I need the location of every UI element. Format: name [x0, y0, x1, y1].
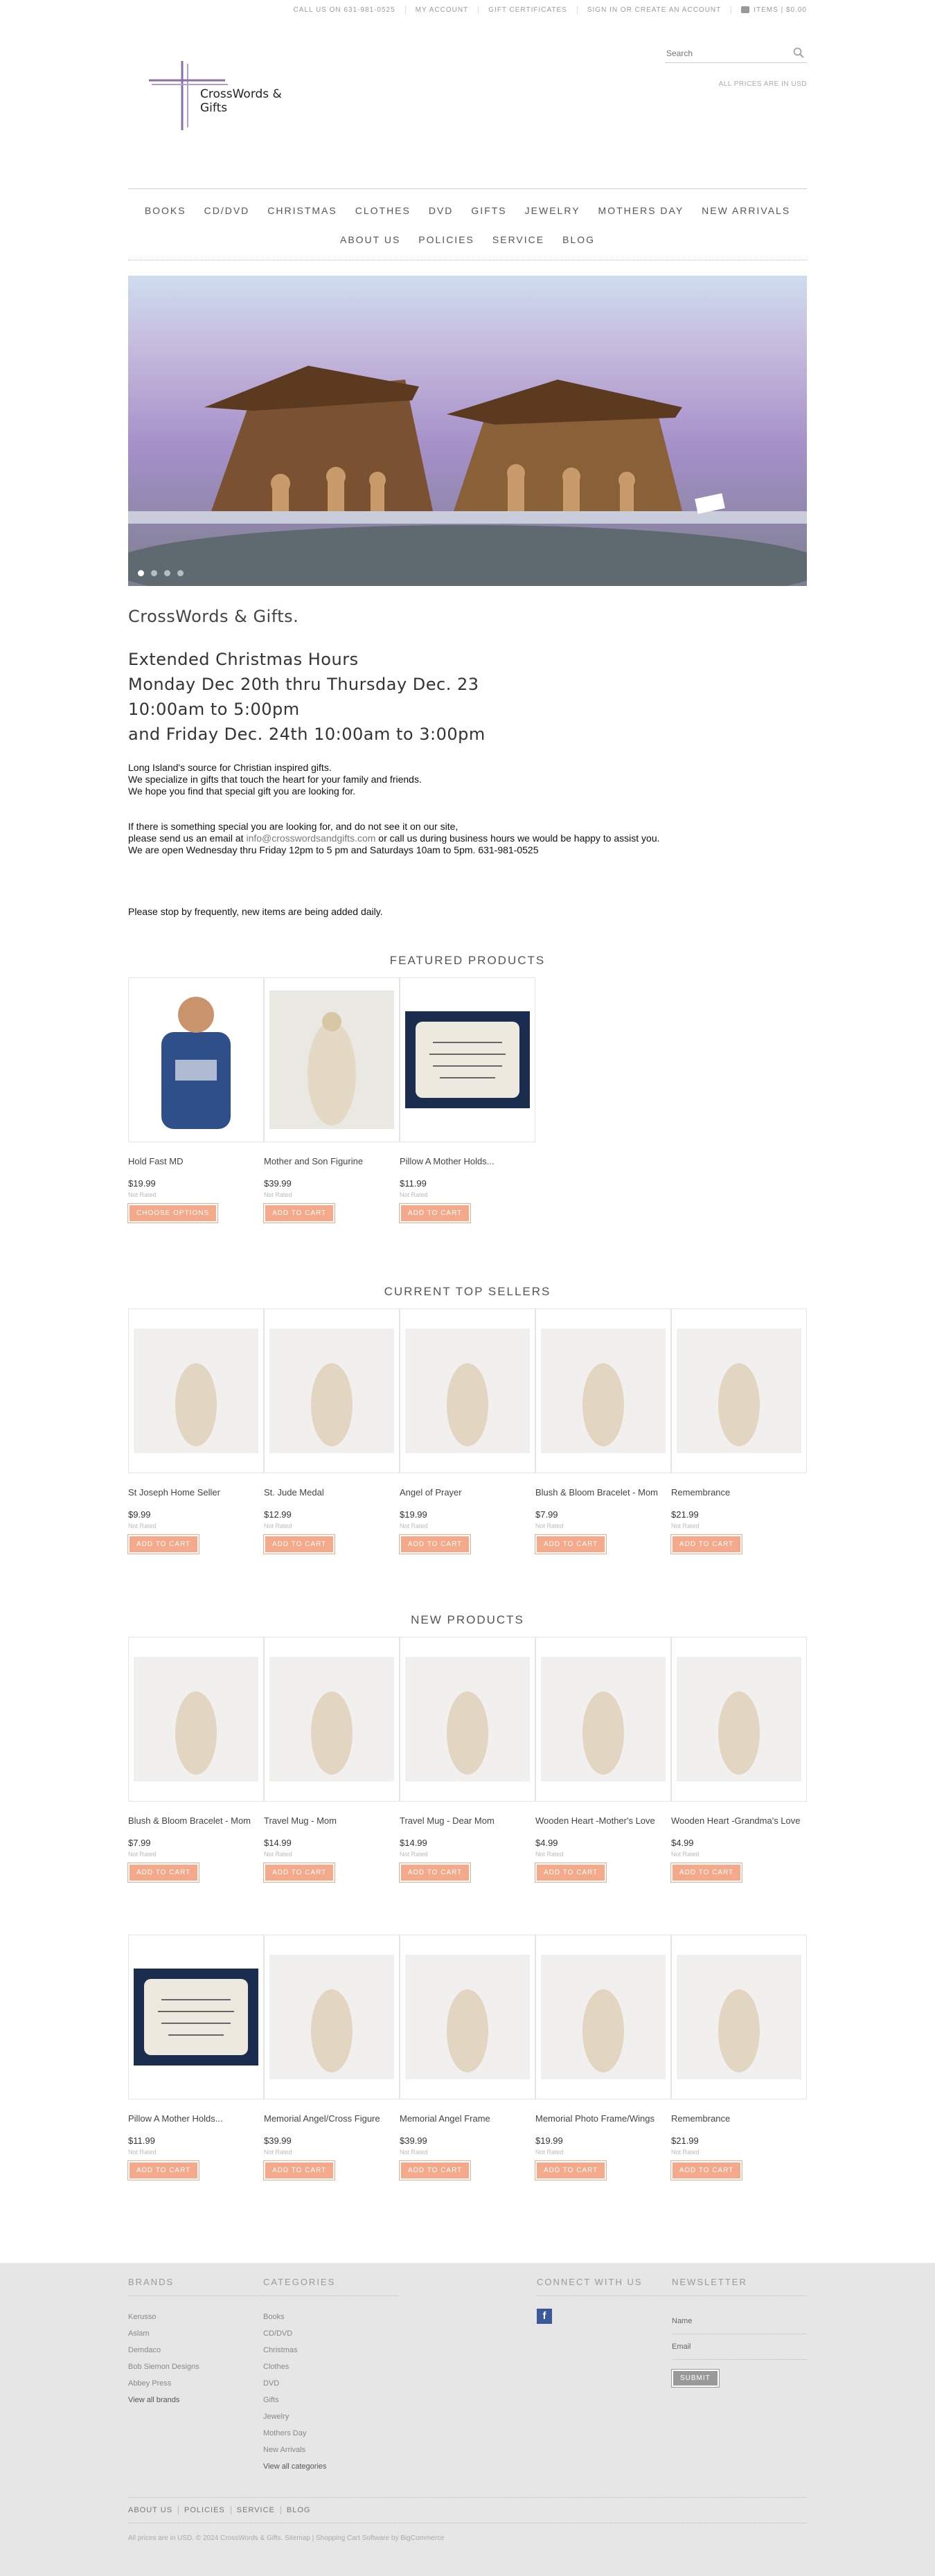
footer-link[interactable]: Gifts: [263, 2396, 279, 2404]
call-us-text: CALL US ON 631-981-0525: [284, 6, 406, 14]
view-all-brands-link[interactable]: View all brands: [128, 2396, 180, 2404]
add-to-cart-button[interactable]: ADD TO CART: [535, 1863, 606, 1882]
product-price: $4.99: [671, 1838, 694, 1848]
product-name[interactable]: St. Jude Medal: [264, 1487, 324, 1498]
product-card: [400, 1935, 535, 2180]
product-card: [535, 1935, 671, 2180]
product-rating: Not Rated: [128, 1191, 157, 1198]
stop-by-text: Please stop by frequently, new items are being added daily.: [128, 906, 383, 917]
product-rating: Not Rated: [264, 1191, 292, 1198]
main-navigation: [128, 188, 807, 260]
sign-in-link[interactable]: SIGN IN OR CREATE AN ACCOUNT: [578, 6, 731, 14]
footer-link[interactable]: New Arrivals: [263, 2446, 306, 2454]
product-rating: Not Rated: [128, 1851, 157, 1858]
footer-link[interactable]: Bob Siemon Designs: [128, 2363, 199, 2371]
footer-connect: [537, 2277, 672, 2475]
product-name[interactable]: Pillow A Mother Holds...: [400, 1156, 495, 1166]
cart-summary: ITEMS | $0.00: [754, 6, 807, 14]
slide-dot-4[interactable]: [177, 570, 184, 576]
nav-row-secondary: [128, 225, 807, 254]
footer-link[interactable]: Christmas: [263, 2346, 298, 2354]
product-name[interactable]: Hold Fast MD: [128, 1156, 184, 1166]
slide-dot-3[interactable]: [164, 570, 170, 576]
logo-text: CrossWords & Gifts: [200, 87, 282, 115]
hours-line: Monday Dec 20th thru Thursday Dec. 23: [128, 675, 479, 694]
contact-paragraph: [128, 821, 807, 856]
slideshow-dots: [138, 570, 184, 576]
product-card: [264, 1935, 400, 2180]
gift-certificates-link[interactable]: GIFT CERTIFICATES: [479, 6, 578, 14]
footer-bottom-link[interactable]: ABOUT US: [128, 2506, 179, 2514]
product-price: $39.99: [264, 1178, 292, 1189]
currency-note: ALL PRICES ARE IN USD: [718, 80, 807, 88]
product-card: [535, 1637, 671, 1882]
featured-title: FEATURED PRODUCTS: [389, 954, 546, 967]
new-products-grid-row2: [128, 1935, 807, 2180]
intro-line: We hope you find that special gift you are looking for.: [128, 785, 356, 797]
product-image[interactable]: [535, 1935, 671, 2099]
product-name[interactable]: Remembrance: [671, 1487, 731, 1498]
footer-bottom-link[interactable]: BLOG: [286, 2506, 311, 2514]
product-price: $19.99: [128, 1178, 156, 1189]
product-card: [671, 1935, 807, 2180]
product-card: [671, 1308, 807, 1554]
slide-dot-2[interactable]: [151, 570, 157, 576]
product-name[interactable]: Memorial Angel Frame: [400, 2113, 490, 2124]
product-name[interactable]: Wooden Heart -Mother's Love: [535, 1815, 655, 1826]
add-to-cart-button[interactable]: ADD TO CART: [671, 1535, 742, 1554]
nav-item[interactable]: CLOTHES: [355, 205, 411, 216]
product-image[interactable]: [535, 1308, 671, 1473]
nav-item[interactable]: CD/DVD: [204, 205, 250, 216]
facebook-icon[interactable]: f: [537, 2309, 552, 2324]
product-card: [400, 1637, 535, 1882]
copyright-text: All prices are in USD. © 2024 CrossWords & Gifts. Sitemap | Shopping Cart Software by BigCommerce: [128, 2534, 445, 2542]
footer: [0, 2263, 935, 2576]
footer-link[interactable]: Demdaco: [128, 2346, 161, 2354]
product-name[interactable]: Mother and Son Figurine: [264, 1156, 364, 1166]
product-rating: Not Rated: [535, 2149, 564, 2156]
nav-item[interactable]: JEWELRY: [524, 205, 580, 216]
product-price: $12.99: [264, 1509, 292, 1520]
brands-heading: BRANDS: [128, 2277, 263, 2296]
footer-link[interactable]: Abbey Press: [128, 2379, 172, 2388]
product-price: $39.99: [400, 2135, 427, 2146]
welcome-title: CrossWords & Gifts.: [128, 607, 299, 626]
nav-item[interactable]: CHRISTMAS: [267, 205, 337, 216]
footer-link[interactable]: Aslam: [128, 2329, 150, 2338]
store-logo[interactable]: [142, 61, 301, 130]
hours-line: and Friday Dec. 24th 10:00am to 3:00pm: [128, 725, 486, 744]
footer-link[interactable]: Kerusso: [128, 2313, 157, 2321]
nav-item[interactable]: POLICIES: [418, 234, 474, 245]
contact-line: [128, 833, 807, 844]
newsletter-heading: NEWSLETTER: [672, 2277, 807, 2296]
product-rating: Not Rated: [128, 1522, 157, 1529]
top-bar: [128, 0, 807, 19]
product-price: $21.99: [671, 1509, 699, 1520]
product-card: [128, 1935, 264, 2180]
footer-bottom-link[interactable]: POLICIES: [179, 2506, 231, 2514]
product-image[interactable]: [264, 977, 400, 1142]
product-price: $19.99: [535, 2135, 563, 2146]
top-sellers-grid: [128, 1308, 807, 1554]
product-image[interactable]: [128, 1637, 264, 1802]
hero-slideshow[interactable]: [128, 276, 807, 586]
footer-bottom-links: [128, 2497, 807, 2523]
product-card: [128, 1637, 264, 1882]
product-rating: Not Rated: [535, 1522, 564, 1529]
holiday-hours: [128, 647, 807, 747]
product-image[interactable]: [128, 1935, 264, 2099]
add-to-cart-button[interactable]: ADD TO CART: [128, 1535, 199, 1554]
product-name[interactable]: Memorial Angel/Cross Figure: [264, 2113, 380, 2124]
footer-link[interactable]: Jewelry: [263, 2413, 290, 2421]
new-products-title: NEW PRODUCTS: [411, 1613, 524, 1626]
footer-link[interactable]: Mothers Day: [263, 2429, 307, 2437]
product-card: [264, 1308, 400, 1554]
add-to-cart-button[interactable]: ADD TO CART: [400, 2161, 470, 2180]
add-to-cart-button[interactable]: ADD TO CART: [400, 1204, 470, 1223]
product-name[interactable]: Pillow A Mother Holds...: [128, 2113, 223, 2124]
product-card: [264, 977, 400, 1223]
footer-newsletter: [672, 2277, 807, 2475]
welcome-section: [128, 586, 807, 918]
add-to-cart-button[interactable]: ADD TO CART: [535, 2161, 606, 2180]
product-card: [400, 977, 535, 1223]
add-to-cart-button[interactable]: ADD TO CART: [264, 2161, 335, 2180]
connect-heading: CONNECT WITH US: [537, 2277, 672, 2296]
product-rating: Not Rated: [671, 1522, 700, 1529]
product-name[interactable]: Remembrance: [671, 2113, 731, 2124]
product-image[interactable]: [128, 1308, 264, 1473]
contact-line: If there is something special you are looking for, and do not see it on our site,: [128, 821, 458, 832]
hours-line: 10:00am to 5:00pm: [128, 700, 300, 719]
product-price: $19.99: [400, 1509, 427, 1520]
email-link[interactable]: info@crosswordsandgifts.com: [246, 833, 376, 844]
product-name[interactable]: Blush & Bloom Bracelet - Mom: [535, 1487, 659, 1498]
add-to-cart-button[interactable]: ADD TO CART: [264, 1204, 335, 1223]
add-to-cart-button[interactable]: ADD TO CART: [128, 2161, 199, 2180]
nav-item[interactable]: MOTHERS DAY: [598, 205, 684, 216]
hours-line: Extended Christmas Hours: [128, 650, 359, 669]
product-card: [535, 1308, 671, 1554]
newsletter-email-field[interactable]: Email: [672, 2334, 807, 2360]
search-box: [665, 44, 807, 63]
product-rating: Not Rated: [264, 2149, 292, 2156]
featured-grid: [128, 977, 807, 1223]
slide-dot-1[interactable]: [138, 570, 144, 576]
newsletter-name-field[interactable]: Name: [672, 2309, 807, 2334]
product-rating: Not Rated: [535, 1851, 564, 1858]
product-image[interactable]: [400, 977, 535, 1142]
product-price: $11.99: [400, 1178, 427, 1189]
product-card: [128, 977, 264, 1223]
contact-text: please send us an email at: [128, 833, 247, 844]
product-price: $9.99: [128, 1509, 151, 1520]
add-to-cart-button[interactable]: ADD TO CART: [535, 1535, 606, 1554]
add-to-cart-button[interactable]: ADD TO CART: [671, 1863, 742, 1882]
product-name[interactable]: St Joseph Home Seller: [128, 1487, 220, 1498]
product-name[interactable]: Travel Mug - Mom: [264, 1815, 337, 1826]
product-rating: Not Rated: [264, 1851, 292, 1858]
newsletter-submit-button[interactable]: SUBMIT: [672, 2370, 719, 2387]
footer-categories: [263, 2277, 398, 2475]
nav-item[interactable]: NEW ARRIVALS: [702, 205, 791, 216]
product-price: $21.99: [671, 2135, 699, 2146]
product-image[interactable]: [671, 1308, 807, 1473]
product-image[interactable]: [400, 1308, 535, 1473]
add-to-cart-button[interactable]: ADD TO CART: [264, 1535, 335, 1554]
top-sellers-title: CURRENT TOP SELLERS: [384, 1285, 551, 1298]
intro-line: We specialize in gifts that touch the heart for your family and friends.: [128, 774, 422, 785]
product-rating: Not Rated: [400, 1191, 428, 1198]
contact-text: or call us during business hours we would be happy to assist you.: [375, 833, 660, 844]
search-input[interactable]: [665, 44, 785, 62]
product-price: $14.99: [264, 1838, 292, 1848]
add-to-cart-button[interactable]: ADD TO CART: [400, 1535, 470, 1554]
product-rating: Not Rated: [128, 2149, 157, 2156]
product-rating: Not Rated: [400, 2149, 428, 2156]
product-price: $14.99: [400, 1838, 427, 1848]
view-all-categories-link[interactable]: View all categories: [263, 2462, 327, 2471]
product-image[interactable]: [400, 1935, 535, 2099]
product-name[interactable]: Wooden Heart -Grandma's Love: [671, 1815, 801, 1826]
add-to-cart-button[interactable]: CHOOSE OPTIONS: [128, 1204, 217, 1223]
product-rating: Not Rated: [671, 2149, 700, 2156]
footer-link[interactable]: Clothes: [263, 2363, 290, 2371]
search-icon[interactable]: [793, 47, 804, 58]
product-image[interactable]: [671, 1637, 807, 1802]
header: [128, 19, 807, 188]
product-name[interactable]: Angel of Prayer: [400, 1487, 462, 1498]
nav-item[interactable]: BOOKS: [144, 205, 186, 216]
product-name[interactable]: Blush & Bloom Bracelet - Mom: [128, 1815, 251, 1826]
product-name[interactable]: Travel Mug - Dear Mom: [400, 1815, 495, 1826]
my-account-link[interactable]: MY ACCOUNT: [406, 6, 479, 14]
add-to-cart-button[interactable]: ADD TO CART: [400, 1863, 470, 1882]
cart-link[interactable]: [731, 6, 807, 14]
product-rating: Not Rated: [400, 1522, 428, 1529]
nav-row-primary: [128, 196, 807, 225]
cart-icon: [741, 6, 749, 13]
footer-link[interactable]: CD/DVD: [263, 2329, 293, 2338]
nav-item[interactable]: ABOUT US: [339, 234, 401, 245]
product-price: $7.99: [128, 1838, 151, 1848]
intro-line: Long Island's source for Christian inspired gifts.: [128, 762, 332, 773]
product-image[interactable]: [128, 977, 264, 1142]
product-rating: Not Rated: [264, 1522, 292, 1529]
product-rating: Not Rated: [400, 1851, 428, 1858]
add-to-cart-button[interactable]: ADD TO CART: [128, 1863, 199, 1882]
intro-paragraph: [128, 762, 807, 797]
nav-item[interactable]: SERVICE: [492, 234, 545, 245]
footer-link[interactable]: Books: [263, 2313, 285, 2321]
nav-item[interactable]: GIFTS: [471, 205, 507, 216]
new-products-grid-row1: [128, 1637, 807, 1882]
contact-line: We are open Wednesday thru Friday 12pm to 5 pm and Saturdays 10am to 5pm. 631-981-0525: [128, 844, 539, 855]
product-image[interactable]: [400, 1637, 535, 1802]
product-price: $39.99: [264, 2135, 292, 2146]
product-image[interactable]: [671, 1935, 807, 2099]
nav-item[interactable]: DVD: [428, 205, 454, 216]
add-to-cart-button[interactable]: ADD TO CART: [264, 1863, 335, 1882]
categories-heading: CATEGORIES: [263, 2277, 398, 2296]
product-rating: Not Rated: [671, 1851, 700, 1858]
add-to-cart-button[interactable]: ADD TO CART: [671, 2161, 742, 2180]
product-image[interactable]: [264, 1308, 400, 1473]
footer-link[interactable]: DVD: [263, 2379, 280, 2388]
product-card: [671, 1637, 807, 1882]
product-card: [400, 1308, 535, 1554]
footer-bottom-link[interactable]: SERVICE: [231, 2506, 281, 2514]
product-price: $11.99: [128, 2135, 155, 2146]
nativity-scene-image: [128, 276, 807, 586]
footer-brands: [128, 2277, 263, 2475]
nav-item[interactable]: BLOG: [562, 234, 596, 245]
product-image[interactable]: [264, 1935, 400, 2099]
product-name[interactable]: Memorial Photo Frame/Wings: [535, 2113, 654, 2124]
product-price: $7.99: [535, 1509, 558, 1520]
product-card: [264, 1637, 400, 1882]
product-image[interactable]: [535, 1637, 671, 1802]
product-price: $4.99: [535, 1838, 558, 1848]
product-image[interactable]: [264, 1637, 400, 1802]
product-card: [128, 1308, 264, 1554]
